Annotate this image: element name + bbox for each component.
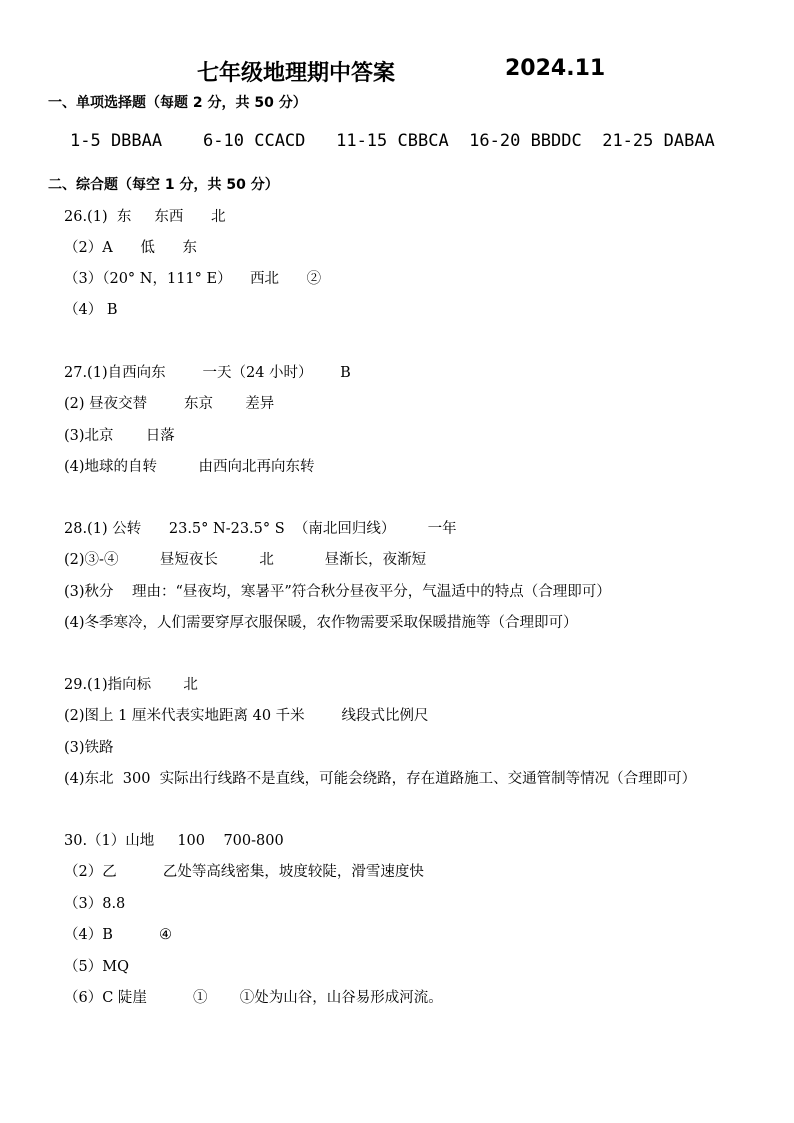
answer-line: (2)图上 1 厘米代表实地距离 40 千米 线段式比例尺	[64, 708, 429, 724]
page-date: 2024.11	[505, 56, 606, 81]
answer-line: 30.（1）山地 100 700-800	[64, 833, 284, 849]
answer-line: (4)地球的自转 由西向北再向东转	[64, 459, 315, 475]
answer-line: (3)北京 日落	[64, 428, 175, 444]
answer-line: （4）B ④	[64, 927, 172, 943]
answer-line: （4） B	[64, 302, 118, 318]
answer-line: （6）C 陡崖 ① ①处为山谷，山谷易形成河流。	[64, 990, 443, 1006]
page-title: 七年级地理期中答案	[197, 61, 396, 86]
answer-line: （2）乙 乙处等高线密集，坡度较陡，滑雪速度快	[64, 864, 424, 880]
answer-line: （3）8.8	[64, 896, 126, 912]
answer-line: (2)③-④ 昼短夜长 北 昼渐长，夜渐短	[64, 552, 427, 568]
answer-line: （3）（20° N，111° E） 西北 ②	[64, 271, 322, 287]
answer-line: 27.(1)自西向东 一天（24 小时） B	[64, 365, 351, 381]
answer-line: (3)秋分 理由：“昼夜均，寒暑平”符合秋分昼夜平分，气温适中的特点（合理即可）	[64, 584, 611, 600]
section2-heading: 二、综合题（每空 1 分，共 50 分）	[48, 177, 279, 193]
answer-line: (4)东北 300 实际出行线路不是直线，可能会绕路，存在道路施工、交通管制等情况（合理即可）	[64, 771, 697, 787]
answer-line: (4)冬季寒冷，人们需要穿厚衣服保暖，农作物需要采取保暖措施等（合理即可）	[64, 615, 578, 631]
choice-answers: 1-5 DBBAA 6-10 CCACD 11-15 CBBCA 16-20 BBDDC 21-25 DABAA	[70, 131, 715, 151]
answer-line: （2）A 低 东	[64, 240, 198, 256]
answer-line: （5）MQ	[64, 959, 129, 975]
answer-line: 29.(1)指向标 北	[64, 677, 198, 693]
section1-heading: 一、单项选择题（每题 2 分，共 50 分）	[48, 95, 307, 111]
answer-line: 28.(1) 公转 23.5° N-23.5° S （南北回归线） 一年	[64, 521, 457, 537]
answer-line: 26.(1) 东 东西 北	[64, 209, 226, 225]
answer-line: (3)铁路	[64, 740, 114, 756]
answer-line: (2) 昼夜交替 东京 差异	[64, 396, 275, 412]
